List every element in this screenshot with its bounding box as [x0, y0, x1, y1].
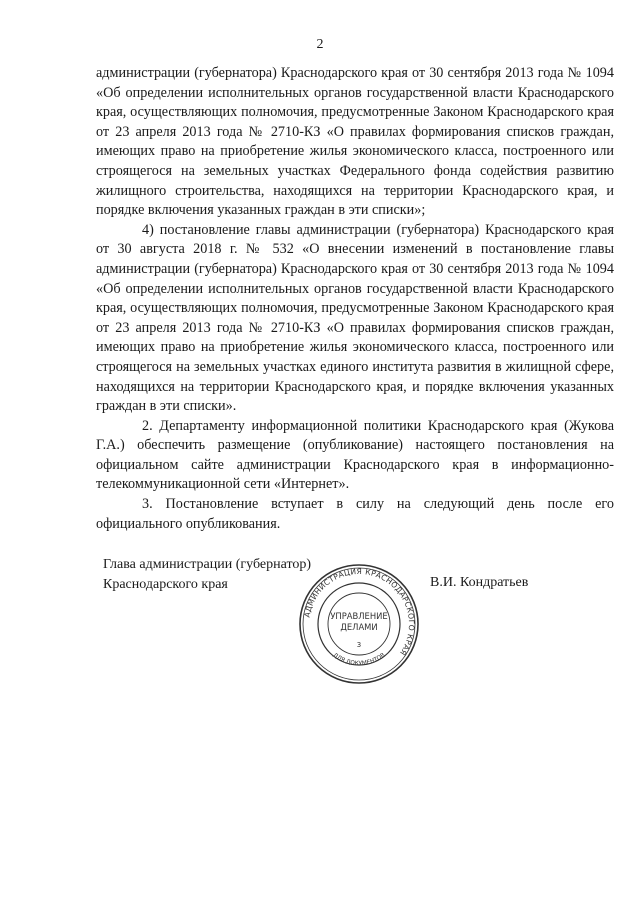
- stamp-outer-text: АДМИНИСТРАЦИЯ КРАСНОДАРСКОГО КРАЯ: [302, 566, 417, 658]
- paragraph-item-4: 4) постановление главы администрации (губернатора) Краснодарского края от 30 августа 2018 г. № 532 «О внесении изменений в постановление главы администрации (губернатора) Краснодарского края от 30 сентября 2013 года № 1094 «Об определении исполнительных органов государственной власти Краснодарского края, осуществляющих полномочия, предусмотренные Законом Краснодарского края от 23 апреля 2013 года № 2710-КЗ «О правилах формирования списков граждан, имеющих право на приобретение жилья экономического класса, построенного или строящегося на земельных участках единого института развития в жилищной сфере, находящихся на территории Краснодарского края, и порядке включения указанных граждан в эти списки».: [96, 221, 614, 415]
- paragraph-item-3: 3. Постановление вступает в силу на следующий день после его официального опубликования.: [96, 496, 614, 532]
- paragraph-continuation: администрации (губернатора) Краснодарского края от 30 сентября 2013 года № 1094 «Об определении исполнительных органов государственной власти Краснодарского края, осуществляющих полномочия, предусмотренные Законом Краснодарского края от 23 апреля 2013 года № 2710-КЗ «О правилах формирования списков граждан, имеющих право на приобретение жилья экономического класса, построенного или строящегося на земельных участках Федерального фонда содействия развитию жилищного строительства, находящихся на территории Краснодарского края, и порядке включения указанных граждан в эти списки»;: [96, 65, 614, 219]
- stamp-bottom-text: ДЛЯ ДОКУМЕНТОВ: [331, 652, 387, 668]
- signatory-position: [103, 555, 311, 595]
- page-number: 2: [316, 37, 324, 52]
- signatory-name: В.И. Кондратьев: [430, 575, 529, 590]
- stamp-center-line2: ДЕЛАМИ: [340, 622, 378, 632]
- stamp-number: 3: [356, 641, 362, 649]
- official-stamp: [298, 563, 420, 685]
- signatory-position-line2: Краснодарского края: [103, 577, 228, 592]
- stamp-center-line1: УПРАВЛЕНИЕ: [330, 611, 388, 621]
- signatory-position-line1: Глава администрации (губернатор): [103, 557, 312, 572]
- document-body: [96, 64, 614, 534]
- paragraph-item-2: 2. Департаменту информационной политики Краснодарского края (Жукова Г.А.) обеспечить размещение (опубликование) настоящего постановления на официальном сайте администрации Краснодарского края в информационно-телекоммуникационной сети «Интернет».: [96, 417, 614, 493]
